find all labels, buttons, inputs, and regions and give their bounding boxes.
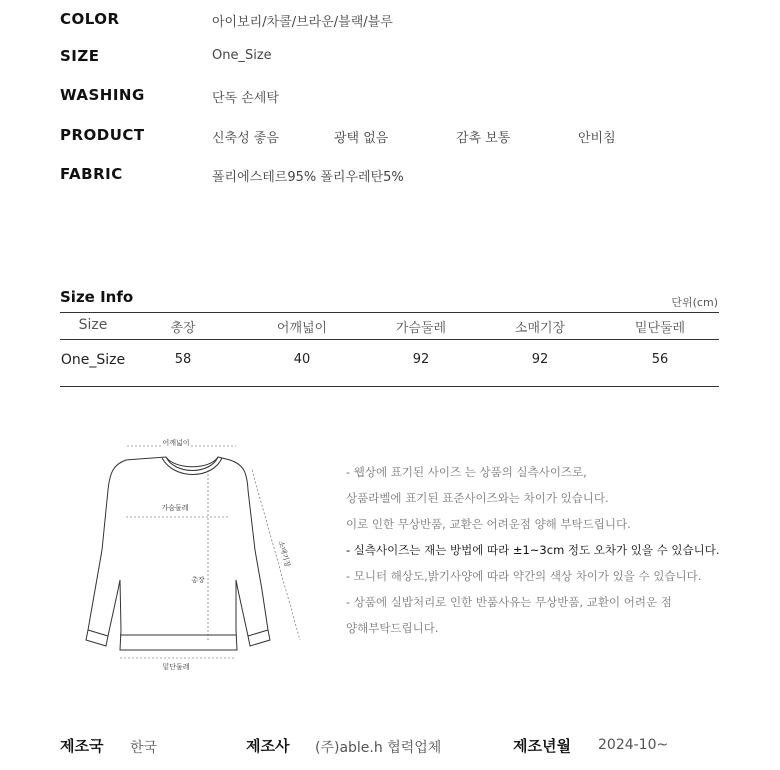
product-item-texture: 감촉 보통 [456, 131, 511, 146]
size-label: SIZE [60, 47, 100, 65]
country-label: 제조국 [60, 737, 104, 755]
diagram-shoulder-label: 어깨넓이 [162, 439, 190, 447]
product-item-gloss: 광택 없음 [334, 131, 389, 146]
cell-hem: 56 [651, 352, 669, 367]
cell-chest: 92 [412, 352, 430, 367]
header-sleeve: 소매기장 [514, 321, 566, 336]
country-value: 한국 [130, 740, 158, 756]
cell-size: One_Size [60, 352, 126, 368]
product-item-stretch: 신축성 좋음 [212, 131, 279, 146]
note-line-2: 상품라벨에 표기된 표준사이즈와는 차이가 있습니다. [346, 491, 609, 505]
diagram-sleeve-label: 소매기장 [276, 539, 292, 569]
diagram-chest-label: 가슴둘레 [161, 504, 189, 512]
unit-label: 단위(cm) [671, 296, 718, 309]
color-label: COLOR [60, 10, 120, 28]
size-value: One_Size [212, 48, 272, 63]
note-line-7: 양해부탁드립니다. [346, 621, 439, 635]
washing-label: WASHING [60, 86, 145, 104]
fabric-label: FABRIC [60, 165, 123, 183]
note-line-5: - 모니터 해상도,밝기사양에 따라 약간의 색상 차이가 있을 수 있습니다. [346, 569, 702, 583]
spec-row-fabric [60, 165, 740, 189]
cell-shoulder: 40 [293, 352, 311, 367]
washing-value: 단독 손세탁 [212, 91, 279, 106]
header-chest: 가슴둘레 [395, 321, 447, 336]
spec-row-color [60, 10, 740, 34]
note-line-1: - 웹상에 표기된 사이즈 는 상품의 실측사이즈로, [346, 465, 587, 479]
note-line-6: - 상품에 실밥처리로 인한 반품사유는 무상반품, 교환이 어려운 점 [346, 595, 672, 609]
spec-row-washing [60, 86, 740, 110]
color-value: 아이보리/차콜/브라운/블랙/블루 [212, 15, 393, 30]
note-line-4: - 실측사이즈는 재는 방법에 따라 ±1~3cm 정도 오차가 있을 수 있습니다. [346, 543, 720, 557]
date-value: 2024-10~ [598, 737, 669, 753]
cell-sleeve: 92 [531, 352, 549, 367]
size-info-title: Size Info [60, 288, 134, 306]
product-item-opacity: 안비침 [578, 131, 616, 146]
product-label: PRODUCT [60, 126, 145, 144]
diagram-hem-label: 밑단둘레 [162, 663, 190, 671]
table-header-divider [60, 339, 719, 340]
garment-diagram [70, 430, 320, 680]
spec-row-size [60, 47, 740, 71]
header-length: 총장 [170, 321, 196, 336]
fabric-value: 폴리에스테르95% 폴리우레탄5% [212, 170, 404, 185]
table-top-divider [60, 312, 719, 313]
maker-label: 제조사 [246, 737, 290, 755]
spec-row-product [60, 126, 740, 150]
header-shoulder: 어깨넓이 [276, 321, 328, 336]
header-hem: 밑단둘레 [634, 321, 686, 336]
date-label: 제조년월 [513, 737, 571, 755]
maker-value: (주)able.h 협력업체 [315, 740, 442, 756]
cell-length: 58 [174, 352, 192, 367]
note-line-3: 이로 인한 무상반품, 교환은 어려운점 양해 부탁드립니다. [346, 517, 631, 531]
diagram-length-label: 총장 [191, 576, 205, 584]
header-size: Size [78, 317, 108, 333]
table-bottom-divider [60, 386, 719, 387]
